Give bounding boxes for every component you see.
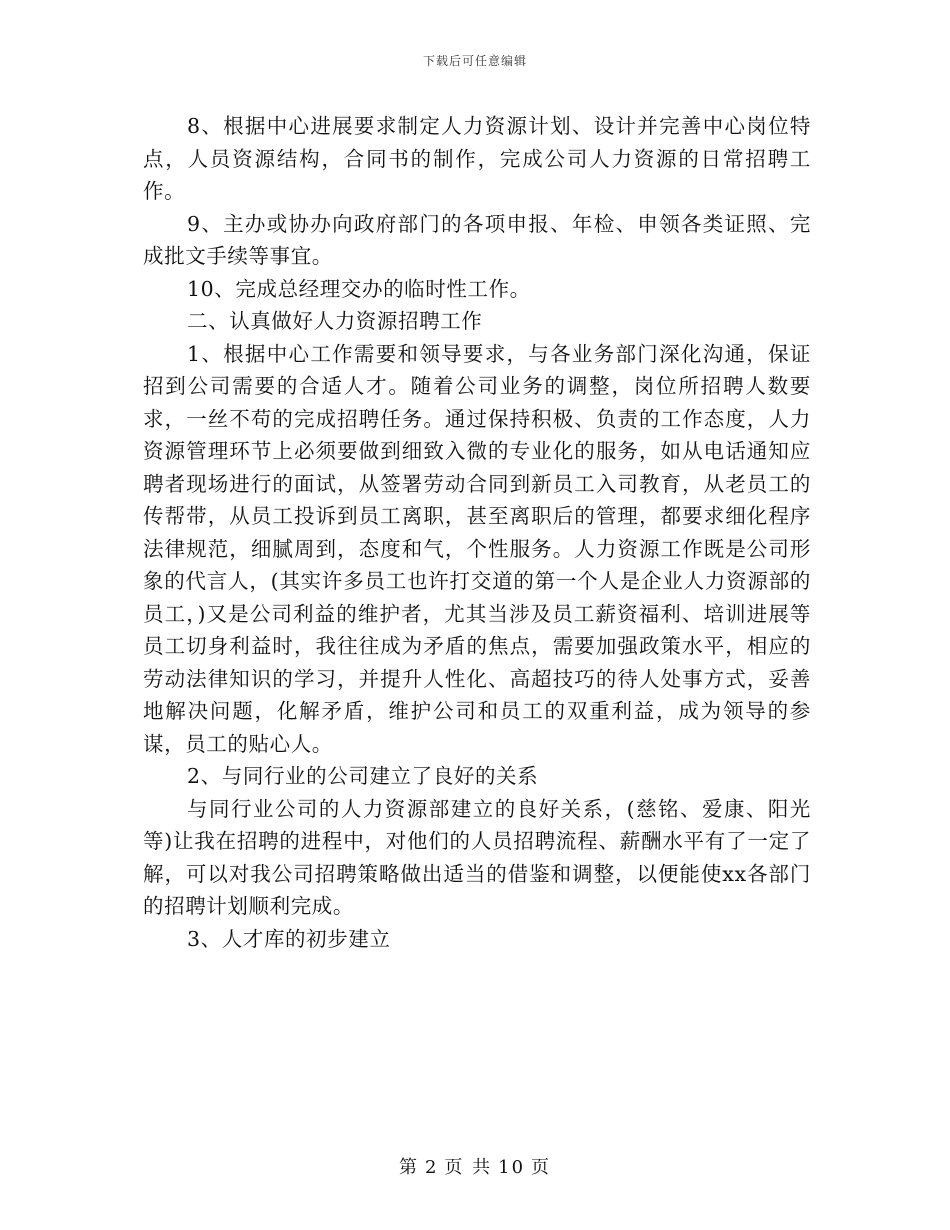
- footer-suffix: 页: [531, 1157, 552, 1178]
- page-footer: [0, 1153, 950, 1179]
- paragraph-item-8: 8、根据中心进展要求制定人力资源计划、设计并完善中心岗位特点，人员资源结构，合同书的制作，完成公司人力资源的日常招聘工作。: [143, 114, 811, 203]
- footer-current-page: 2: [424, 1157, 439, 1178]
- footer-prefix: 第: [398, 1157, 419, 1178]
- paragraph-industry-relations: 与同行业公司的人力资源部建立的良好关系，(慈铭、爱康、阳光等)让我在招聘的进程中，对他们的人员招聘流程、薪酬水平有了一定了解，可以对我公司招聘策略做出适当的借鉴和调整，以便能使xx各部门的招聘计划顺利完成。: [143, 796, 811, 918]
- subheading-talent-pool: 3、人才库的初步建立: [187, 926, 391, 951]
- paragraph-item-9: 9、主办或协办向政府部门的各项申报、年检、申领各类证照、完成批文手续等事宜。: [143, 211, 811, 268]
- paragraph-item-10: 10、完成总经理交办的临时性工作。: [187, 276, 531, 301]
- subheading-industry-relations: 2、与同行业的公司建立了良好的关系: [187, 764, 539, 788]
- footer-total-pages: 10: [498, 1157, 526, 1178]
- section-heading: 二、认真做好人力资源招聘工作: [187, 309, 483, 333]
- paragraph-recruitment-1: 1、根据中心工作需要和领导要求，与各业务部门深化沟通，保证招到公司需要的合适人才。随着公司业务的调整，岗位所招聘人数要求，一丝不苟的完成招聘任务。通过保持积极、负责的工作态度，人力资源管理环节上必须要做到细致入微的专业化的服务，如从电话通知应聘者现场进行的面试，从签署劳动合同到新员工入司教育，从老员工的传帮带，从员工投诉到员工离职，甚至离职后的管理，都要求细化程序法律规范，细腻周到，态度和气，个性服务。人力资源工作既是公司形象的代言人，(其实许多员工也许打交道的第一个人是企业人力资源部的员工，)又是公司利益的维护者，尤其当涉及员工薪资福利、培训进展等员工切身利益时，我往往成为矛盾的焦点，需要加强政策水平，相应的劳动法律知识的学习，并提升人性化、高超技巧的待人处事方式，妥善地解决问题，化解矛盾，维护公司和员工的双重利益，成为领导的参谋，员工的贴心人。: [143, 341, 811, 756]
- footer-middle: 页 共: [444, 1157, 493, 1178]
- page-header-note: 下载后可任意编辑: [422, 54, 527, 68]
- document-body: [143, 110, 811, 955]
